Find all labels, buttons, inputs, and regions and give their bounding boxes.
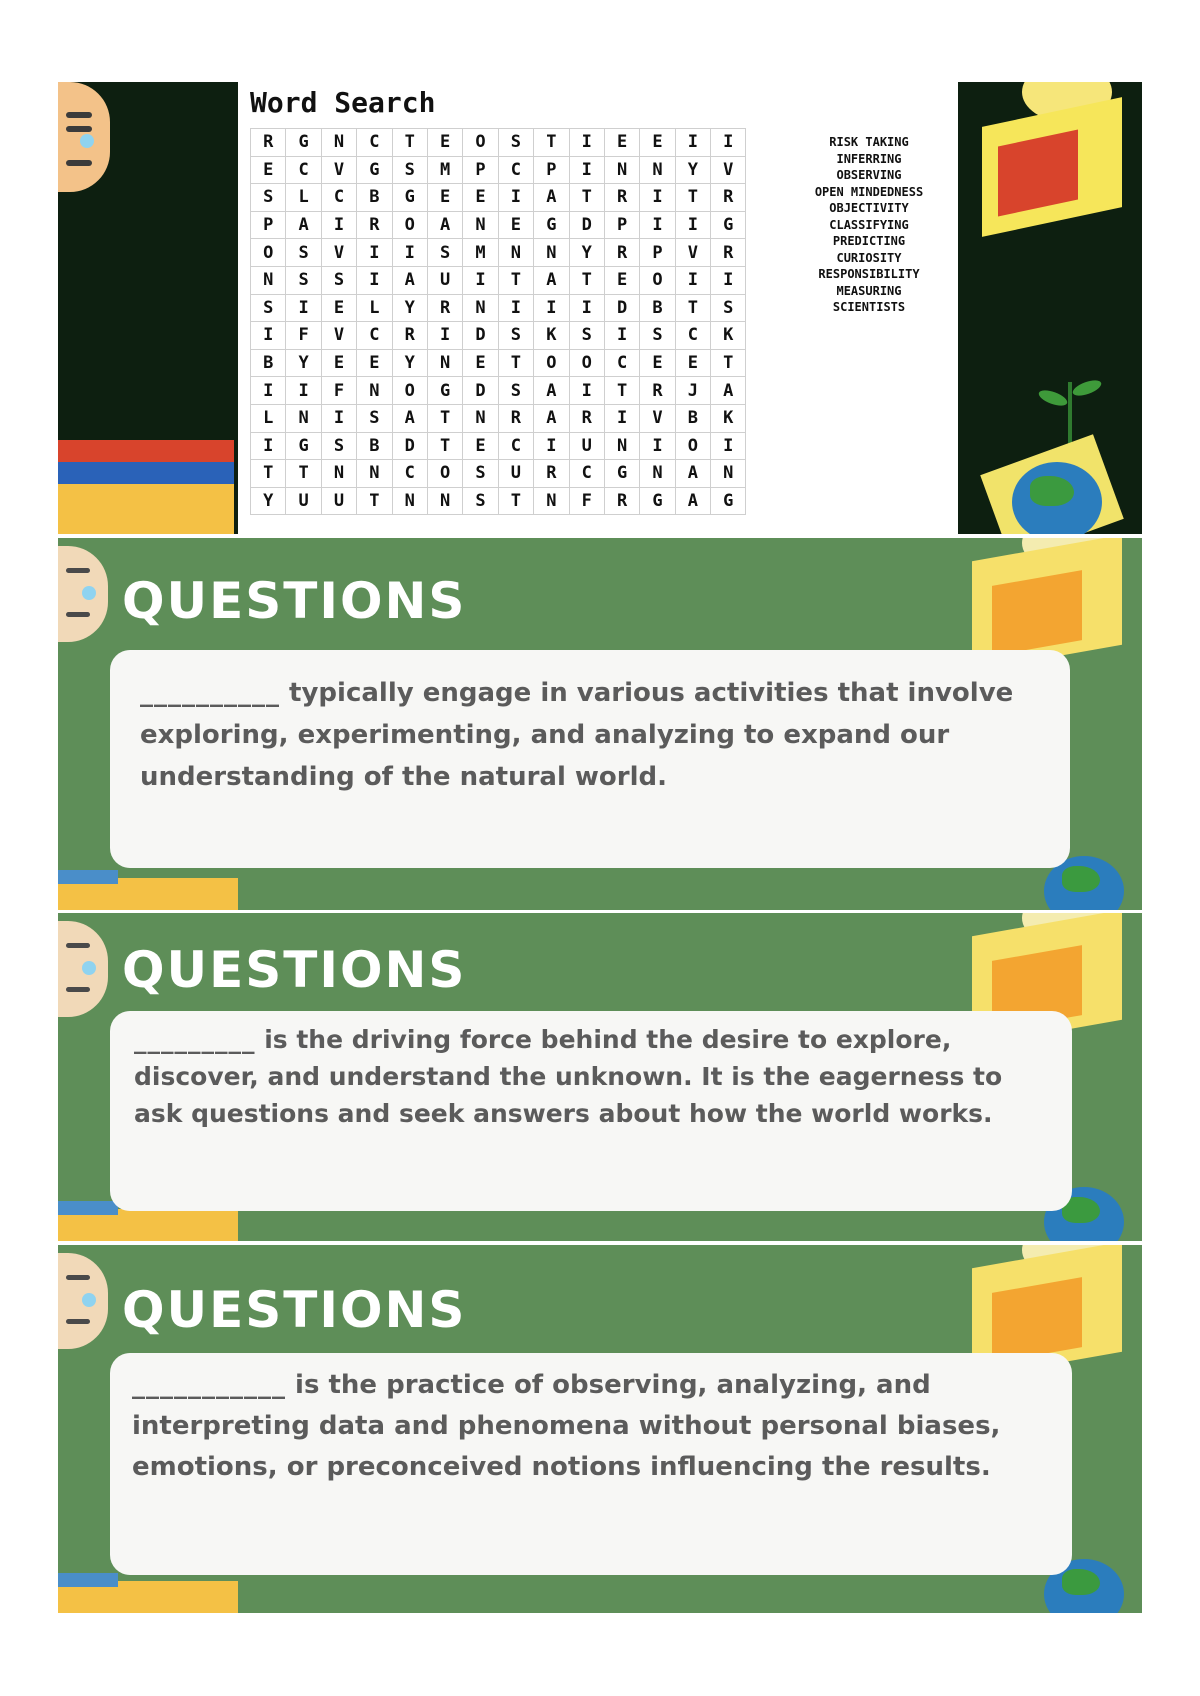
grid-letter: B: [357, 184, 392, 212]
grid-letter: E: [357, 349, 392, 377]
grid-row: [251, 239, 746, 267]
grid-letter: E: [675, 349, 710, 377]
grid-letter: L: [357, 294, 392, 322]
word-list-item: PREDICTING: [832, 234, 906, 248]
grid-letter: V: [675, 239, 710, 267]
grid-letter: S: [463, 487, 498, 515]
grid-letter: K: [711, 404, 746, 432]
grid-letter: C: [675, 322, 710, 350]
grid-row: [251, 211, 746, 239]
grid-letter: V: [640, 404, 675, 432]
grid-letter: N: [640, 460, 675, 488]
question-text: is the driving force behind the desire to explore, discover, and understand the unknown. It is the eagerness to ask questions and seek answers about how the world works.: [134, 1025, 1003, 1128]
grid-letter: O: [392, 377, 427, 405]
grid-row: [251, 294, 746, 322]
word-list-item: MEASURING: [836, 283, 902, 298]
question-card-1: [58, 538, 1142, 910]
grid-letter: Y: [392, 294, 427, 322]
grid-letter: G: [427, 377, 462, 405]
grid-letter: N: [534, 487, 569, 515]
grid-letter: I: [498, 294, 533, 322]
grid-letter: T: [498, 487, 533, 515]
grid-letter: F: [321, 377, 356, 405]
grid-letter: D: [463, 322, 498, 350]
grid-letter: T: [498, 266, 533, 294]
grid-letter: C: [569, 460, 604, 488]
grid-letter: G: [640, 487, 675, 515]
grid-letter: I: [251, 432, 286, 460]
grid-letter: F: [286, 322, 321, 350]
grid-letter: S: [251, 184, 286, 212]
grid-letter: C: [286, 156, 321, 184]
grid-letter: B: [640, 294, 675, 322]
grid-letter: U: [321, 487, 356, 515]
grid-letter: S: [498, 377, 533, 405]
word-search-title: Word Search: [250, 86, 436, 119]
question-card-2: [58, 913, 1142, 1241]
grid-letter: E: [321, 349, 356, 377]
grid-letter: A: [675, 460, 710, 488]
grid-letter: A: [534, 184, 569, 212]
grid-letter: N: [392, 487, 427, 515]
grid-letter: P: [534, 156, 569, 184]
grid-letter: O: [392, 211, 427, 239]
grid-letter: G: [604, 460, 639, 488]
grid-letter: I: [357, 266, 392, 294]
grid-letter: E: [427, 129, 462, 157]
grid-letter: B: [357, 432, 392, 460]
grid-letter: D: [604, 294, 639, 322]
grid-letter: S: [286, 266, 321, 294]
tiger-face-illustration: [58, 921, 108, 1017]
question-title: QUESTIONS: [122, 941, 467, 999]
grid-letter: E: [463, 432, 498, 460]
grid-letter: T: [604, 377, 639, 405]
grid-letter: P: [251, 211, 286, 239]
grid-letter: S: [392, 156, 427, 184]
grid-letter: Y: [675, 156, 710, 184]
grid-letter: I: [286, 294, 321, 322]
grid-letter: I: [392, 239, 427, 267]
grid-letter: G: [286, 129, 321, 157]
grid-letter: G: [357, 156, 392, 184]
grid-letter: N: [427, 349, 462, 377]
grid-letter: C: [357, 129, 392, 157]
grid-letter: R: [427, 294, 462, 322]
grid-letter: R: [357, 211, 392, 239]
question-title: QUESTIONS: [122, 1281, 467, 1339]
grid-letter: V: [711, 156, 746, 184]
grid-letter: Y: [251, 487, 286, 515]
grid-letter: V: [321, 156, 356, 184]
grid-row: [251, 487, 746, 515]
grid-letter: N: [604, 432, 639, 460]
grid-letter: U: [427, 266, 462, 294]
grid-letter: A: [534, 377, 569, 405]
grid-letter: I: [604, 322, 639, 350]
grid-row: [251, 432, 746, 460]
grid-letter: P: [604, 211, 639, 239]
grid-letter: T: [534, 129, 569, 157]
grid-row: [251, 129, 746, 157]
question-text: typically engage in various activities that involve exploring, experimenting, and analyzing to expand our understanding of the natural world.: [140, 678, 1014, 792]
grid-letter: I: [498, 184, 533, 212]
grid-letter: I: [321, 211, 356, 239]
grid-letter: Y: [392, 349, 427, 377]
letter-grid: [250, 128, 746, 515]
grid-letter: I: [569, 377, 604, 405]
grid-letter: U: [569, 432, 604, 460]
grid-letter: S: [286, 239, 321, 267]
grid-letter: K: [711, 322, 746, 350]
word-search-panel: [58, 82, 1142, 534]
grid-row: [251, 184, 746, 212]
grid-letter: I: [675, 211, 710, 239]
word-list-item: RISK TAKING: [829, 135, 909, 149]
grid-letter: N: [286, 404, 321, 432]
grid-letter: B: [251, 349, 286, 377]
grid-letter: R: [711, 239, 746, 267]
grid-letter: E: [640, 349, 675, 377]
grid-letter: N: [321, 129, 356, 157]
grid-row: [251, 349, 746, 377]
grid-letter: S: [463, 460, 498, 488]
word-list-item: OPEN MINDEDNESS: [814, 184, 924, 199]
grid-letter: I: [675, 129, 710, 157]
grid-letter: D: [463, 377, 498, 405]
grid-letter: C: [604, 349, 639, 377]
grid-letter: P: [640, 239, 675, 267]
grid-letter: O: [463, 129, 498, 157]
word-list-item: CLASSIFYING: [829, 217, 909, 232]
tiger-face-illustration: [58, 82, 110, 192]
grid-letter: O: [534, 349, 569, 377]
grid-letter: E: [463, 349, 498, 377]
crate-illustration: [58, 1573, 238, 1613]
grid-letter: L: [251, 404, 286, 432]
grid-letter: K: [534, 322, 569, 350]
grid-letter: T: [392, 129, 427, 157]
grid-letter: R: [604, 184, 639, 212]
grid-letter: I: [569, 129, 604, 157]
grid-letter: I: [321, 404, 356, 432]
grid-letter: I: [286, 377, 321, 405]
grid-letter: A: [675, 487, 710, 515]
grid-letter: O: [640, 266, 675, 294]
grid-letter: I: [463, 266, 498, 294]
grid-letter: G: [286, 432, 321, 460]
grid-letter: N: [357, 377, 392, 405]
grid-row: [251, 322, 746, 350]
question-card-3: [58, 1245, 1142, 1613]
grid-letter: T: [711, 349, 746, 377]
grid-letter: E: [463, 184, 498, 212]
grid-letter: I: [640, 432, 675, 460]
grid-letter: G: [711, 211, 746, 239]
word-search-sheet: [238, 82, 958, 534]
grid-letter: P: [463, 156, 498, 184]
box-illustration: [962, 82, 1142, 262]
grid-letter: S: [357, 404, 392, 432]
grid-letter: A: [711, 377, 746, 405]
grid-letter: I: [251, 377, 286, 405]
grid-letter: E: [604, 266, 639, 294]
grid-letter: R: [604, 487, 639, 515]
grid-letter: R: [498, 404, 533, 432]
crate-illustration: [58, 440, 234, 534]
grid-letter: R: [534, 460, 569, 488]
grid-letter: V: [321, 239, 356, 267]
grid-letter: T: [569, 184, 604, 212]
question-text: is the practice of observing, analyzing, and interpreting data and phenomena without personal biases, emotions, or preconceived notions influencing the results.: [132, 1370, 1001, 1482]
grid-letter: I: [711, 266, 746, 294]
grid-letter: R: [392, 322, 427, 350]
globe-illustration: [982, 442, 1132, 534]
word-list-item: OBJECTIVITY: [829, 201, 909, 215]
grid-row: [251, 266, 746, 294]
grid-letter: S: [321, 266, 356, 294]
grid-letter: S: [321, 432, 356, 460]
grid-letter: T: [357, 487, 392, 515]
grid-letter: T: [427, 404, 462, 432]
grid-letter: Y: [569, 239, 604, 267]
grid-letter: N: [604, 156, 639, 184]
grid-letter: I: [534, 294, 569, 322]
grid-letter: T: [498, 349, 533, 377]
grid-letter: O: [675, 432, 710, 460]
grid-letter: N: [463, 294, 498, 322]
grid-letter: I: [640, 211, 675, 239]
grid-letter: G: [392, 184, 427, 212]
grid-letter: R: [569, 404, 604, 432]
word-list-item: SCIENTISTS: [832, 300, 906, 314]
grid-letter: I: [675, 266, 710, 294]
grid-letter: N: [321, 460, 356, 488]
grid-letter: S: [640, 322, 675, 350]
grid-letter: R: [251, 129, 286, 157]
question-text-box: [110, 650, 1070, 868]
question-text-box: [110, 1353, 1072, 1575]
tiger-face-illustration: [58, 546, 108, 642]
question-title: QUESTIONS: [122, 572, 467, 630]
grid-letter: I: [357, 239, 392, 267]
grid-letter: C: [321, 184, 356, 212]
answer-blank: ___________: [132, 1370, 286, 1400]
grid-letter: T: [427, 432, 462, 460]
grid-letter: N: [711, 460, 746, 488]
grid-letter: D: [569, 211, 604, 239]
grid-letter: I: [711, 432, 746, 460]
grid-letter: E: [640, 129, 675, 157]
word-list-item: INFERRING: [836, 151, 902, 166]
grid-letter: C: [498, 432, 533, 460]
grid-letter: N: [463, 404, 498, 432]
grid-letter: O: [427, 460, 462, 488]
grid-letter: C: [357, 322, 392, 350]
grid-letter: T: [569, 266, 604, 294]
word-list-item: OBSERVING: [836, 168, 902, 182]
grid-letter: A: [427, 211, 462, 239]
grid-letter: G: [711, 487, 746, 515]
word-list: [774, 134, 964, 316]
grid-letter: T: [251, 460, 286, 488]
answer-blank: __________: [140, 678, 280, 708]
grid-letter: S: [427, 239, 462, 267]
grid-row: [251, 404, 746, 432]
grid-letter: N: [640, 156, 675, 184]
grid-letter: I: [427, 322, 462, 350]
word-list-item: CURIOSITY: [836, 250, 902, 265]
grid-letter: N: [498, 239, 533, 267]
grid-letter: E: [427, 184, 462, 212]
grid-letter: E: [251, 156, 286, 184]
grid-letter: M: [427, 156, 462, 184]
grid-letter: O: [569, 349, 604, 377]
grid-letter: I: [534, 432, 569, 460]
grid-letter: A: [392, 404, 427, 432]
grid-letter: A: [392, 266, 427, 294]
grid-letter: E: [321, 294, 356, 322]
word-list-item: RESPONSIBILITY: [818, 267, 920, 281]
grid-letter: M: [463, 239, 498, 267]
grid-letter: E: [604, 129, 639, 157]
grid-letter: T: [286, 460, 321, 488]
grid-letter: I: [251, 322, 286, 350]
grid-letter: R: [711, 184, 746, 212]
grid-letter: I: [604, 404, 639, 432]
grid-letter: G: [534, 211, 569, 239]
grid-letter: I: [640, 184, 675, 212]
grid-letter: I: [711, 129, 746, 157]
grid-letter: T: [675, 294, 710, 322]
grid-letter: S: [251, 294, 286, 322]
grid-letter: S: [498, 322, 533, 350]
grid-letter: R: [640, 377, 675, 405]
grid-letter: T: [675, 184, 710, 212]
grid-letter: V: [321, 322, 356, 350]
grid-letter: N: [463, 211, 498, 239]
grid-letter: U: [286, 487, 321, 515]
question-text-box: [110, 1011, 1072, 1211]
grid-letter: Y: [286, 349, 321, 377]
grid-letter: N: [427, 487, 462, 515]
grid-letter: I: [569, 294, 604, 322]
grid-letter: N: [357, 460, 392, 488]
grid-letter: C: [498, 156, 533, 184]
grid-letter: D: [392, 432, 427, 460]
grid-letter: J: [675, 377, 710, 405]
grid-letter: I: [569, 156, 604, 184]
grid-letter: C: [392, 460, 427, 488]
grid-letter: N: [251, 266, 286, 294]
grid-letter: S: [498, 129, 533, 157]
grid-letter: A: [286, 211, 321, 239]
grid-row: [251, 156, 746, 184]
grid-letter: O: [251, 239, 286, 267]
answer-blank: _________: [134, 1025, 256, 1054]
grid-letter: F: [569, 487, 604, 515]
grid-row: [251, 377, 746, 405]
grid-letter: A: [534, 404, 569, 432]
grid-letter: R: [604, 239, 639, 267]
grid-letter: B: [675, 404, 710, 432]
grid-letter: E: [498, 211, 533, 239]
grid-letter: S: [711, 294, 746, 322]
grid-letter: S: [569, 322, 604, 350]
grid-letter: L: [286, 184, 321, 212]
grid-letter: U: [498, 460, 533, 488]
grid-row: [251, 460, 746, 488]
grid-letter: N: [534, 239, 569, 267]
grid-letter: A: [534, 266, 569, 294]
tiger-face-illustration: [58, 1253, 108, 1349]
crate-illustration: [58, 870, 238, 910]
